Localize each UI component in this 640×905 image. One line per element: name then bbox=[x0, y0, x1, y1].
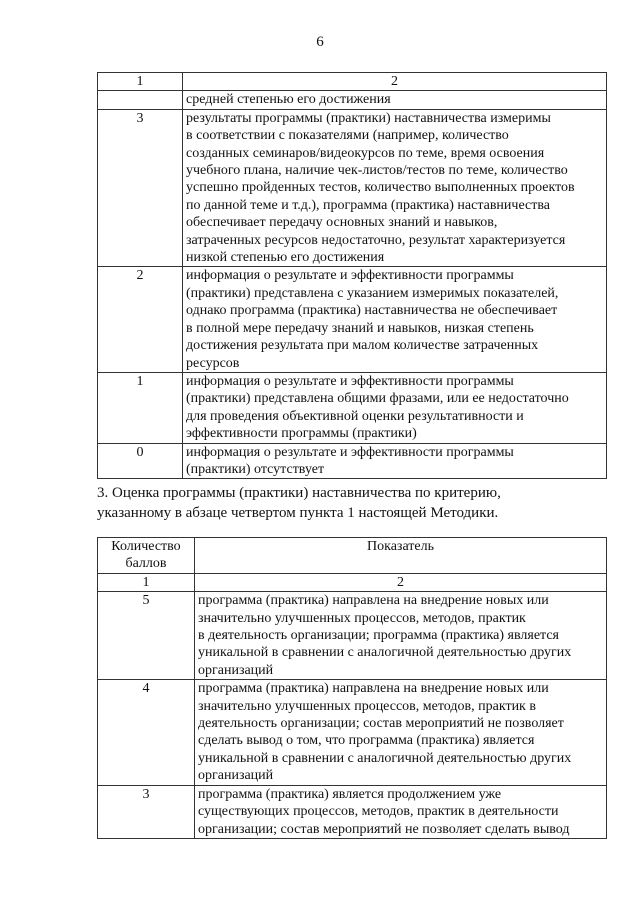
column-number-cell: 2 bbox=[195, 573, 607, 591]
page-number: 6 bbox=[316, 34, 324, 50]
indicator-cell: средней степенью его достижения bbox=[183, 91, 607, 109]
table-header-row bbox=[98, 573, 607, 591]
scoring-table-criterion-2 bbox=[97, 72, 607, 479]
table-row bbox=[98, 680, 607, 785]
table-row bbox=[98, 372, 607, 443]
column-number-cell: 1 bbox=[98, 73, 183, 91]
indicator-cell: информация о результате и эффективности программы (практики) представлена общими фразами, или ее недостаточно для проведения объективной оценки результативности и эффективности программы (практики) bbox=[183, 372, 607, 443]
indicator-cell: программа (практика) направлена на внедрение новых или значительно улучшенных процессов, методов, практик в деятельность организации; состав мероприятий не позволяет сделать вывод о том, что программа (практика) является уникальной в сравнении с аналогичной деятельностью других организаций bbox=[195, 680, 607, 785]
indicator-column-header: Показатель bbox=[195, 538, 607, 574]
table-row bbox=[98, 785, 607, 838]
score-cell: 4 bbox=[98, 680, 195, 785]
indicator-cell: результаты программы (практики) наставничества измеримы в соответствии с показателями (например, количество созданных семинаров/видеокурсов по теме, время освоения учебного плана, наличие чек-листов/тестов по теме, количество успешно пройденных тестов, количество выполненных проектов по данной теме и т.д.), программа (практика) наставничества обеспечивает передачу основных знаний и навыков, затраченных ресурсов недостаточно, результат характеризуется низкой степенью его достижения bbox=[183, 109, 607, 267]
table-title-row bbox=[98, 538, 607, 574]
table-row bbox=[98, 592, 607, 680]
table-header-row bbox=[98, 73, 607, 91]
indicator-cell: информация о результате и эффективности программы (практики) представлена с указанием измеримых показателей, однако программа (практика) наставничества не обеспечивает в полной мере передачу знаний и навыков, низкая степень достижения результата при малом количестве затраченных ресурсов bbox=[183, 267, 607, 372]
column-number-cell: 1 bbox=[98, 573, 195, 591]
table-row bbox=[98, 443, 607, 479]
indicator-cell: программа (практика) является продолжением уже существующих процессов, методов, практик в деятельности организации; состав мероприятий не позволяет сделать вывод bbox=[195, 785, 607, 838]
criterion-paragraph: 3. Оценка программы (практики) наставничества по критерию, указанному в абзаце четвертом пункта 1 настоящей Методики. bbox=[97, 485, 501, 521]
indicator-cell: информация о результате и эффективности программы (практики) отсутствует bbox=[183, 443, 607, 479]
score-cell: 1 bbox=[98, 372, 183, 443]
score-cell: 5 bbox=[98, 592, 195, 680]
points-column-header: Количество баллов bbox=[98, 538, 195, 574]
indicator-cell: программа (практика) направлена на внедрение новых или значительно улучшенных процессов, методов, практик в деятельность организации; программа (практика) является уникальной в сравнении с аналогичной деятельностью других организаций bbox=[195, 592, 607, 680]
scoring-table-criterion-3 bbox=[97, 537, 607, 839]
table-row bbox=[98, 267, 607, 372]
table-row bbox=[98, 109, 607, 267]
score-cell bbox=[98, 91, 183, 109]
score-cell: 0 bbox=[98, 443, 183, 479]
score-cell: 2 bbox=[98, 267, 183, 372]
table-row bbox=[98, 91, 607, 109]
column-number-cell: 2 bbox=[183, 73, 607, 91]
score-cell: 3 bbox=[98, 785, 195, 838]
score-cell: 3 bbox=[98, 109, 183, 267]
